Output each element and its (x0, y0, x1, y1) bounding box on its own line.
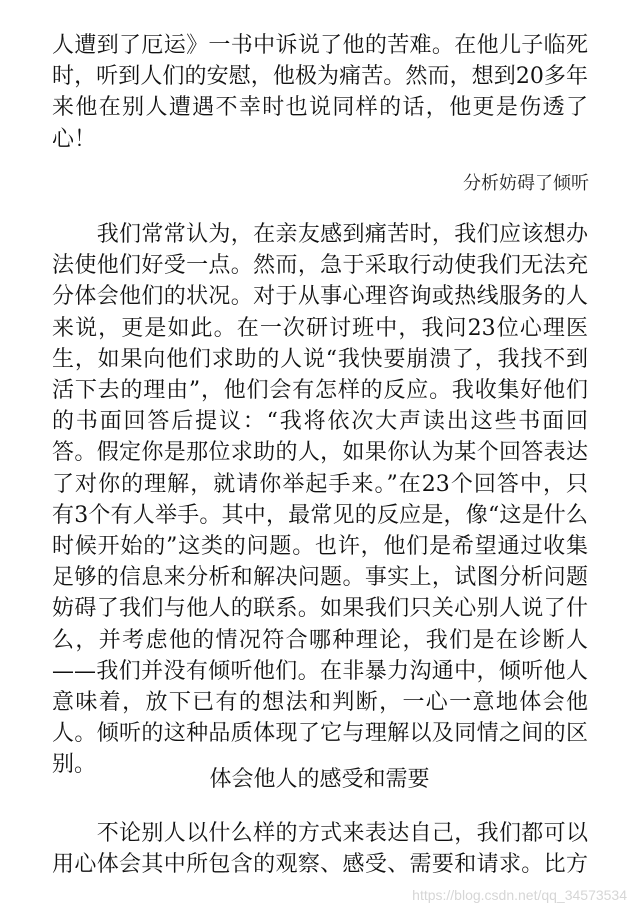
text-line: 时，听到人们的安慰，他极为痛苦。然而，想到20多年 (52, 64, 588, 90)
text-line: 活下去的理由”，他们会有怎样的反应。我收集好他们 (52, 378, 588, 404)
text-line: 人遭到了厄运》一书中诉说了他的苦难。在他儿子临死 (52, 33, 588, 58)
text-line: 心！ (52, 126, 97, 152)
text-line: 生，如果向他们求助的人说“我快要崩溃了，我找不到 (52, 346, 588, 372)
text-line: 有3个有人举手。其中，最常见的反应是，像“这是什么 (52, 502, 588, 528)
text-line: 时候开始的”这类的问题。也许，他们是希望通过收集 (52, 534, 588, 560)
text-line: 妨碍了我们与他人的联系。如果我们只关心别人说了什 (52, 596, 588, 622)
text-line: 人。倾听的这种品质体现了它与理解以及同情之间的区 (52, 721, 588, 747)
text-line: 不论别人以什么样的方式来表达自己，我们都可以 (52, 821, 588, 846)
text-line: 来他在别人遭遇不幸时也说同样的话，他更是伤透了 (52, 95, 588, 121)
text-line: 足够的信息来分析和解决问题。事实上，试图分析问题 (52, 565, 588, 591)
intro-paragraph (52, 30, 588, 155)
closing-paragraph (52, 818, 588, 880)
text-line: 我们常常认为，在亲友感到痛苦时，我们应该想办 (52, 222, 588, 247)
text-line: 用心体会其中所包含的观察、感受、需要和请求。比方 (52, 852, 588, 878)
text-line: 分体会他们的状况。对于从事心理咨询或热线服务的人 (52, 284, 588, 310)
text-line: ——我们并没有倾听他们。在非暴力沟通中，倾听他人 (52, 658, 588, 684)
text-line: 来说，更是如此。在一次研讨班中，我问23位心理医 (52, 315, 588, 341)
section-title: 体会他人的感受和需要 (209, 767, 430, 792)
text-line: 的书面回答后提议：“我将依次大声读出这些书面回 (52, 409, 588, 435)
main-paragraph (52, 219, 588, 781)
text-line: 法使他们好受一点。然而，急于采取行动使我们无法充 (52, 253, 588, 279)
text-line: 意味着，放下已有的想法和判断，一心一意地体会他 (52, 690, 588, 716)
section-caption: 分析妨碍了倾听 (463, 173, 589, 194)
watermark-url: https://blog.csdn.net/qq_34573534 (412, 887, 627, 903)
text-line: 答。假定你是那位求助的人，如果你认为某个回答表达 (52, 440, 588, 466)
text-line: 了对你的理解，就请你举起手来。”在23个回答中，只 (52, 471, 588, 497)
text-line: 么，并考虑他的情况符合哪种理论，我们是在诊断人 (52, 627, 588, 653)
text-line: 别。 (52, 752, 97, 778)
